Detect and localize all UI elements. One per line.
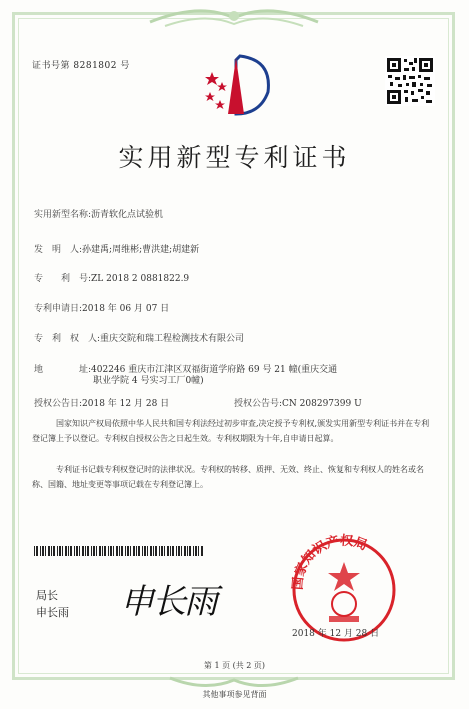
field-inventors: 发 明 人:孙建禹;周维彬;曹洪建;胡建新	[34, 245, 200, 255]
paragraph-legal-status: 专利证书记载专利权登记时的法律状况。专利权的转移、质押、无效、终止、恢复和专利权人的姓名或名称、国籍、地址变更等事项记载在专利登记簿上。	[32, 465, 424, 489]
seal-date: 2018 年 12 月 28 日	[292, 629, 380, 639]
field-address: 地 址:402246 重庆市江津区双福街道学府路 69 号 21 幢(重庆交通	[34, 365, 338, 375]
field-grant-number: 授权公告号:CN 208297399 U	[234, 399, 362, 409]
document-title: 实用新型专利证书	[118, 143, 351, 172]
field-grant-date: 授权公告日:2018 年 12 月 28 日	[34, 399, 170, 409]
handwritten-signature: 申长雨	[120, 582, 216, 622]
svg-text:国家知识产权局: 国家知识产权局	[290, 533, 370, 591]
field-utility-model-name: 实用新型名称:沥青软化点试验机	[34, 210, 164, 220]
qr-code-icon	[385, 56, 435, 106]
signer-name: 申长雨	[36, 606, 69, 619]
field-application-date: 专利申请日:2018 年 06 月 07 日	[34, 304, 170, 314]
field-patent-number: 专 利 号:ZL 2018 2 0881822.9	[34, 274, 190, 284]
top-ornament-icon	[0, 0, 469, 40]
paragraph-grant-statement: 国家知识产权局依照中华人民共和国专利法经过初步审查,决定授予专利权,颁发实用新型专利证书并在专利登记簿上予以登记。专利权自授权公告之日起生效。专利权期限为十年,自申请日起算。	[32, 419, 430, 443]
certificate-number: 证书号第 8281802 号	[32, 61, 130, 71]
signer-title: 局长	[36, 589, 58, 602]
barcode-icon	[34, 546, 206, 556]
cnipa-logo-icon	[200, 52, 276, 118]
field-patentee: 专 利 权 人:重庆交院和瑞工程检测技术有限公司	[34, 334, 245, 344]
field-address-line2: 职业学院 4 号实习工厂0幢)	[93, 376, 204, 386]
page-number: 第 1 页 (共 2 页)	[203, 661, 266, 670]
back-note: 其他事项参见背面	[202, 690, 267, 699]
